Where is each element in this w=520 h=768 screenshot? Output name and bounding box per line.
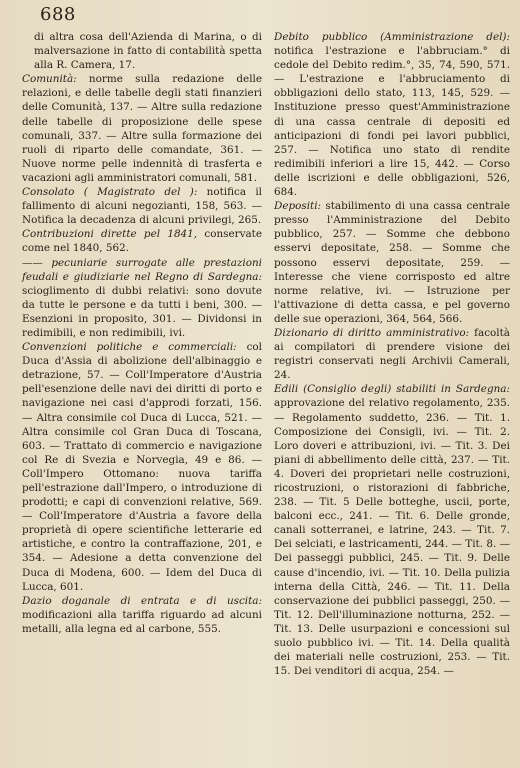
- entry-text: col Duca d'Assia di abolizione dell'albinaggio e detrazione, 57. — Coll'Imperatore d'Austria pell'esenzione delle navi dei diritti di porto e navigazione nei casi d'approdi forzati, 156. — Altra consimile col Duca di Lucca, 521. — Altra consimile col Gran Duca di Toscana, 603. — Trattato di commercio e navigazione col Re di Svezia e Norvegia, 49 e 86. — Coll'Impero Ottomano: nuova tariffa pell'estrazione dall'Impero, o introduzione di prodotti; e capi di convenzioni relative, 569. — Coll'Imperatore d'Austria a favore della proprietà di opere scientifiche letterarie ed artistiche, e contro la contraffazione, 201, e 354. — Adesione a detta convenzione del Duca di Modena, 600. — Idem del Duca di Lucca, 601.: [22, 341, 262, 593]
- entry-text: approvazione del relativo regolamento, 235. — Regolamento suddetto, 236. — Tit. 1. Composizione dei Consigli, ivi. — Tit. 2. Loro doveri e attribuzioni, ivi. — Tit. 3. Dei piani di abbellimento delle città, 237. — Tit. 4. Doveri dei proprietari nelle costruzioni, ricostruzioni, o ristorazioni di fabbriche, 238. — Tit. 5 Delle botteghe, uscii, porte, balconi ecc., 241. — Tit. 6. Delle gronde, canali sotterranei, e latrine, 243. — Tit. 7. Dei selciati, e lastricamenti, 244. — Tit. 8. — Dei passeggi pubblici, 245. — Tit. 9. Delle cause d'incendio, ivi. — Tit. 10. Della pulizia interna della Città, 246. — Tit. 11. Della conservazione dei pubblici passeggi, 250. — Tit. 12. Dell'illuminazione notturna, 252. — Tit. 13. Delle usurpazioni e concessioni sul suolo pubblico ivi. — Tit. 14. Della qualità dei materiali nelle costruzioni, 253. — Tit. 15. Dei venditori di acqua, 254. —: [274, 397, 510, 678]
- page-number: 688: [40, 4, 76, 25]
- entry-text: facoltà ai compilatori di prendere visione dei registri conservati negli Archivii Camerali, 24.: [274, 326, 510, 382]
- index-entry: [22, 594, 262, 636]
- entry-heading: Convenzioni politiche e commerciali:: [22, 341, 237, 354]
- entry-text: di altra cosa dell'Azienda di Marina, o di malversazione in fatto di contabilità spetta alla R. Camera, 17.: [34, 31, 262, 72]
- index-entry: [274, 326, 510, 382]
- entry-heading: Dizionario di diritto amministrativo:: [274, 326, 470, 339]
- entry-text: notifica l'estrazione e l'abbruciam.° di cedole del Debito redim.°, 35, 74, 590, 571. — L'estrazione e l'abbruciamento di obbligazioni dello stato, 113, 145, 529. — Instituzione presso quest'Amministrazione di una cassa centrale di depositi ed anticipazioni di fondi pei lavori pubblici, 257. — Notifica uno stato di rendite redimibili inferiori a lire 15, 442. — Corso delle iscrizioni e delle obbligazioni, 526, 684.: [274, 45, 510, 199]
- index-entry: [22, 72, 262, 185]
- entry-text: scioglimento di dubbi relativi: sono dovute da tutte le persone e da tutti i beni, 300. — Esenzioni in proposito, 301. — Dividonsi in redimibili, e non redimibili, ivi.: [22, 284, 262, 339]
- index-entry: [274, 30, 510, 199]
- left-column: [22, 30, 262, 636]
- index-entry: [274, 382, 510, 678]
- index-entry: [274, 199, 510, 326]
- index-entry: [22, 340, 262, 594]
- entry-heading: Depositi:: [274, 200, 322, 213]
- index-entry: [22, 30, 262, 72]
- entry-text: stabilimento di una cassa centrale presso l'Amministrazione del Debito pubblico, 257. — Somme che debbono esservi depositate, 258. — Somme che possono esservi depositate, 259. — Interesse che viene corrisposto ed altre norme relative, ivi. — Istruzione per l'attivazione di detta cassa, e pel governo delle sue operazioni, 364, 564, 566.: [274, 200, 510, 325]
- entry-text: norme sulla redazione delle relazioni, e delle tabelle degli stati finanzieri delle Comunità, 137. — Altre sulla redazione delle tabelle di proposizione delle spese comunali, 337. — Altre sulla formazione dei ruoli di riparto delle comandate, 361. — Nuove norme pelle indennità di trasferta e vacazioni agli amministratori comunali, 581.: [22, 73, 262, 184]
- index-entry: [22, 256, 262, 341]
- index-entry: [22, 227, 262, 255]
- entry-text: modificazioni alla tariffa riguardo ad alcuni metalli, alla legna ed al carbone, 555.: [22, 608, 262, 635]
- entry-heading: Edili (Consiglio degli) stabiliti in Sardegna:: [274, 383, 510, 396]
- entry-heading: —— pecuniarie surrogate alle prestazioni feudali e giudiziarie nel Regno di Sardegna:: [22, 256, 262, 283]
- right-column: [274, 30, 510, 678]
- entry-heading: Debito pubblico (Amministrazione del):: [274, 31, 510, 43]
- entry-text: conservate come nel 1840, 562.: [22, 228, 262, 255]
- entry-heading: Contribuzioni dirette pel 1841,: [22, 228, 198, 241]
- entry-text: notifica il fallimento di alcuni negozianti, 158, 563. — Notifica la decadenza di alcuni privilegi, 265.: [22, 186, 262, 227]
- entry-heading: Consolato ( Magistrato del ):: [22, 186, 198, 199]
- entry-heading: Comunità:: [22, 73, 77, 86]
- entry-heading: Dazio doganale di entrata e di uscita:: [22, 594, 262, 607]
- index-entry: [22, 185, 262, 227]
